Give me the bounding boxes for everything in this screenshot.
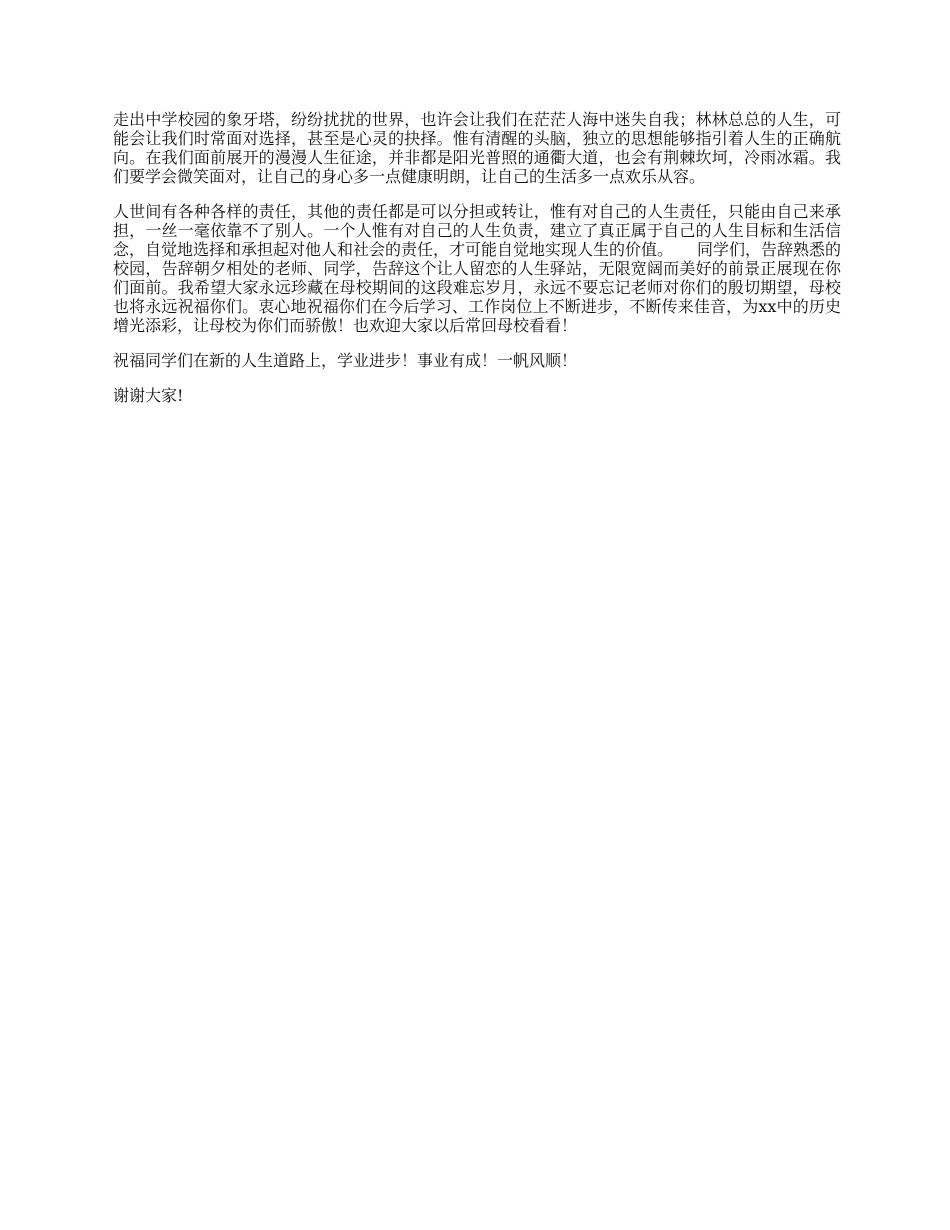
paragraph-1: 走出中学校园的象牙塔，纷纷扰扰的世界，也许会让我们在茫茫人海中迷失自我；林林总总的人生，可能会让我们时常面对选择，甚至是心灵的抉择。惟有清醒的头脑，独立的思想能够指引着人生的正确航向。在我们面前展开的漫漫人生征途，并非都是阳光普照的通衢大道，也会有荆棘坎坷，冷雨冰霜。我们要学会微笑面对，让自己的身心多一点健康明朗，让自己的生活多一点欢乐从容。: [113, 110, 841, 186]
paragraph-4: 谢谢大家!: [113, 386, 184, 405]
document-page: [113, 110, 841, 421]
paragraph-3: 祝福同学们在新的人生道路上，学业进步！事业有成！一帆风顺！: [113, 351, 578, 370]
paragraph-2: 人世间有各种各样的责任，其他的责任都是可以分担或转让，惟有对自己的人生责任，只能由自己来承担，一丝一毫依靠不了别人。一个人惟有对自己的人生负责，建立了真正属于自己的人生目标和生活信念，自觉地选择和承担起对他人和社会的责任，才可能自觉地实现人生的价值。 同学们，告辞熟悉的校园，告辞朝夕相处的老师、同学，告辞这个让人留恋的人生驿站，无限宽阔而美好的前景正展现在你们面前。我希望大家永远珍藏在母校期间的这段难忘岁月，永远不要忘记老师对你们的殷切期望，母校也将永远祝福你们。衷心地祝福你们在今后学习、工作岗位上不断进步，不断传来佳音，为xx中的历史增光添彩，让母校为你们而骄傲！也欢迎大家以后常回母校看看！: [113, 202, 842, 335]
